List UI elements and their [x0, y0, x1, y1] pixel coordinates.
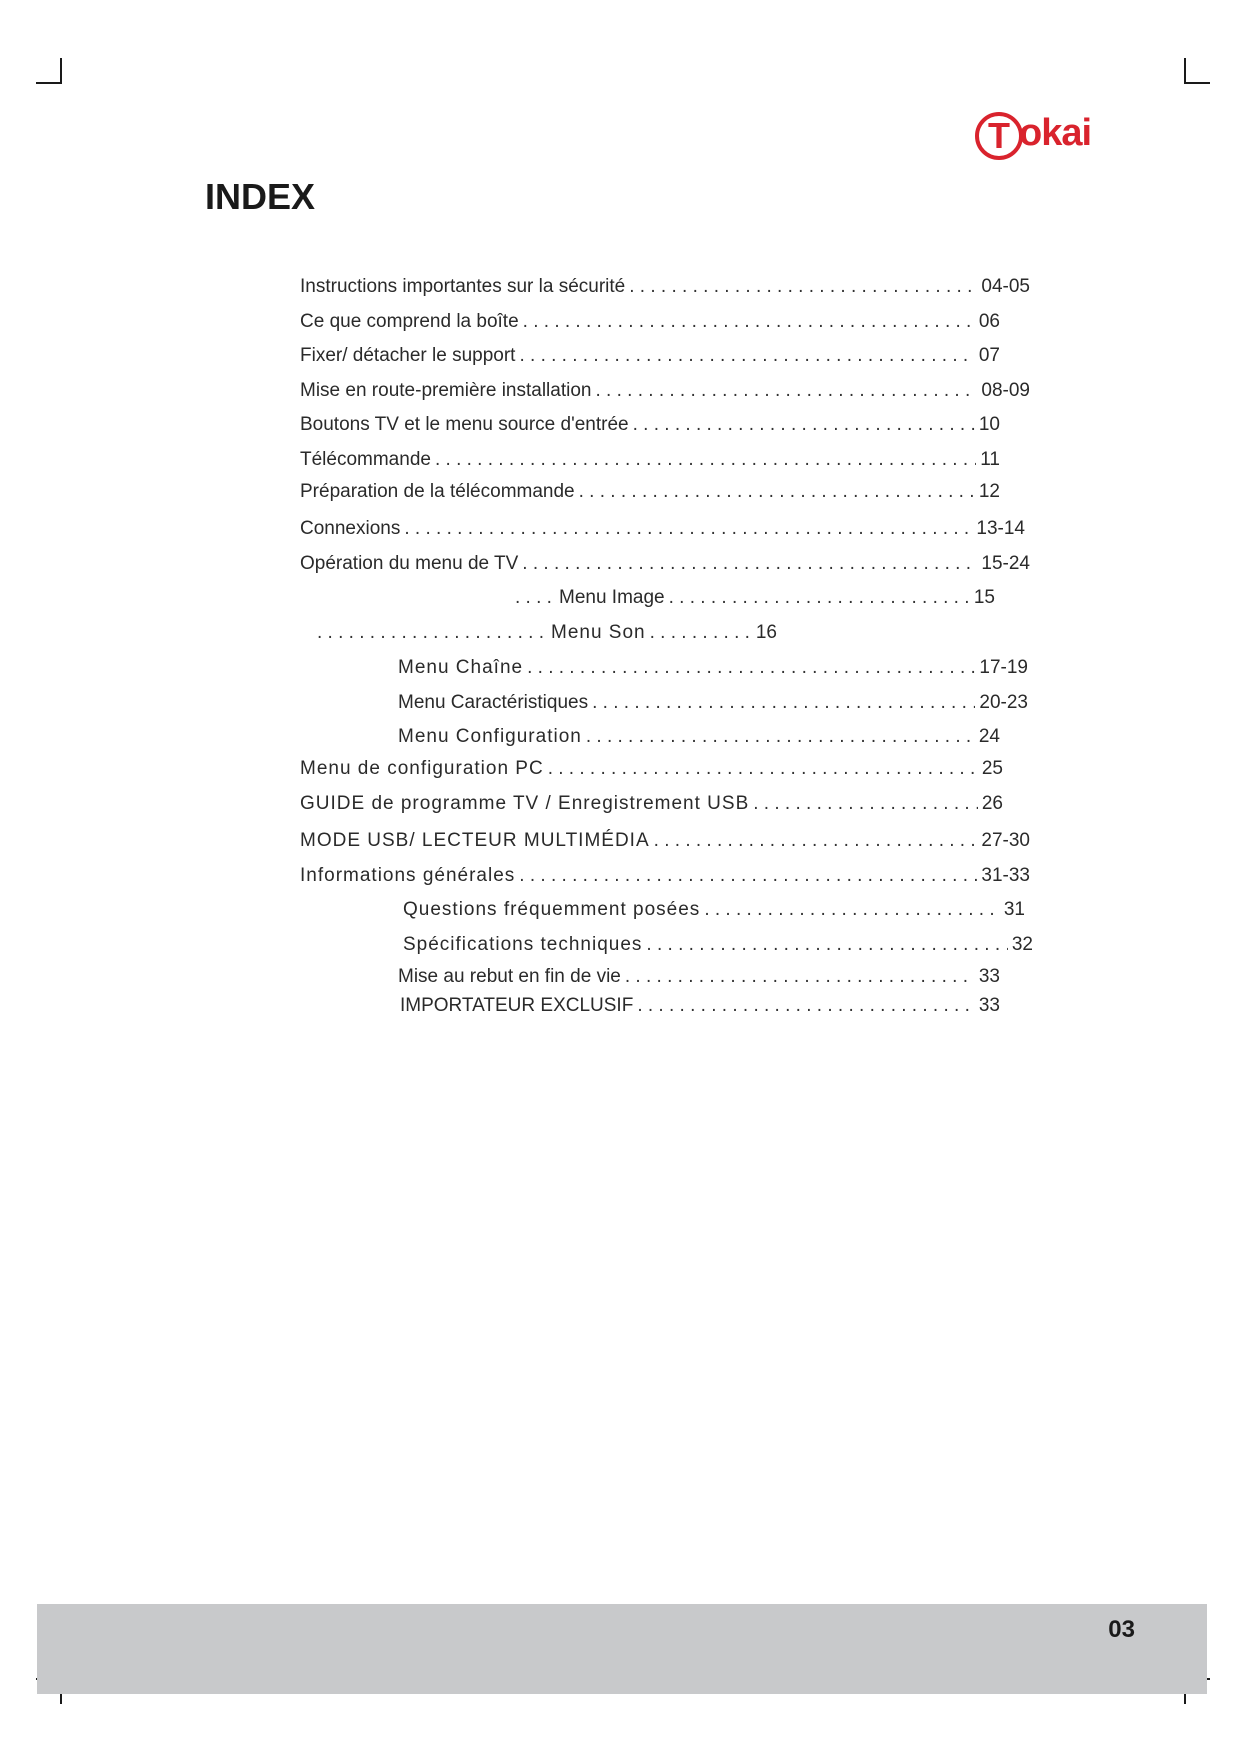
toc-entry-page: 27-30 [981, 830, 1030, 851]
logo-wordmark: okai [1019, 112, 1092, 154]
toc-entry-label: IMPORTATEUR EXCLUSIF [400, 995, 634, 1016]
toc-entry [300, 549, 1030, 579]
toc-leader-dots [548, 754, 978, 784]
toc-entry [300, 754, 1003, 784]
toc-leader-dots [704, 895, 1000, 925]
toc-entry-label: Instructions importantes sur la sécurité [300, 276, 626, 297]
toc-entry-page: 15 [973, 587, 995, 608]
toc-entry-page: 08-09 [981, 380, 1030, 401]
toc-entry-page: 10 [978, 414, 1000, 435]
toc-entry [300, 376, 1030, 406]
toc-entry-label: Connexions [300, 518, 401, 539]
toc-entry-label: Menu Son [551, 622, 646, 643]
toc-entry-label: Ce que comprend la boîte [300, 311, 519, 332]
toc-entry-label: Boutons TV et le menu source d'entrée [300, 414, 629, 435]
toc-entry [300, 445, 1000, 475]
toc-entry [300, 514, 1025, 544]
toc-entry-page: 12 [978, 481, 1000, 502]
toc-leader-dots [317, 618, 547, 648]
logo-letter-t: T [988, 115, 1010, 156]
toc-leader-dots [654, 826, 978, 856]
toc-entry-page: 16 [755, 622, 777, 643]
toc-entry-label: Mise au rebut en fin de vie [398, 966, 621, 987]
toc-entry-page: 31 [1003, 899, 1025, 920]
toc-entry-page: 15-24 [981, 553, 1030, 574]
toc-leader-dots [669, 583, 970, 613]
toc-leader-dots [595, 376, 977, 406]
toc-leader-dots [523, 307, 975, 337]
toc-leader-dots [592, 688, 975, 718]
toc-leader-dots [650, 618, 752, 648]
page-number: 03 [1108, 1616, 1135, 1643]
toc-entry [398, 688, 1028, 718]
toc-leader-dots [404, 514, 972, 544]
toc-entry-page: 11 [980, 449, 1000, 470]
toc-entry [300, 341, 1000, 371]
toc-entry [403, 930, 1033, 960]
toc-leader-dots [519, 341, 974, 371]
toc-entry-label: Menu Caractéristiques [398, 692, 589, 713]
toc-entry-label: Menu Image [559, 587, 665, 608]
toc-entry-label: Informations générales [300, 865, 516, 886]
toc-entry [398, 722, 1000, 752]
toc-entry-label: Menu Configuration [398, 726, 582, 747]
toc-leader-dots [515, 583, 555, 613]
toc-entry-page: 33 [978, 966, 1000, 987]
toc-leader-dots [753, 789, 978, 819]
toc-entry [300, 477, 1000, 507]
toc-entry-label: Menu de configuration PC [300, 758, 544, 779]
toc-entry-page: 26 [981, 793, 1003, 814]
toc-leader-dots [629, 272, 977, 302]
toc-entry [317, 618, 777, 648]
toc-entry [300, 307, 1000, 337]
toc-entry-label: Mise en route-première installation [300, 380, 592, 401]
toc-entry-page: 32 [1011, 934, 1033, 955]
toc-entry [300, 826, 1030, 856]
toc-leader-dots [579, 477, 975, 507]
toc-entry-label: Fixer/ détacher le support [300, 345, 516, 366]
toc-entry-label: Spécifications techniques [403, 934, 643, 955]
toc-entry [398, 962, 1000, 992]
toc-leader-dots [637, 991, 975, 1021]
toc-entry-label: Questions fréquemment posées [403, 899, 701, 920]
toc-entry-page: 33 [978, 995, 1000, 1016]
toc-entry-page: 25 [981, 758, 1003, 779]
page-title: INDEX [205, 176, 316, 217]
toc-entry [300, 789, 1003, 819]
toc-entry-page: 24 [978, 726, 1000, 747]
toc-entry-label: Préparation de la télécommande [300, 481, 575, 502]
toc-entry [400, 991, 1000, 1021]
toc-leader-dots [522, 549, 977, 579]
toc-entry-page: 07 [978, 345, 1000, 366]
toc-leader-dots [519, 861, 977, 891]
toc-leader-dots [527, 653, 975, 683]
toc-entry-label: MODE USB/ LECTEUR MULTIMÉDIA [300, 830, 650, 851]
toc-entry [403, 895, 1025, 925]
toc-entry-page: 04-05 [981, 276, 1030, 297]
toc-leader-dots [633, 410, 975, 440]
toc-entry [300, 272, 1030, 302]
toc-leader-dots [586, 722, 975, 752]
toc-leader-dots [646, 930, 1007, 960]
toc-entry-page: 20-23 [979, 692, 1028, 713]
toc-entry [515, 583, 995, 613]
toc-leader-dots [435, 445, 976, 475]
toc-entry-label: Menu Chaîne [398, 657, 524, 678]
toc-entry-label: Télécommande [300, 449, 431, 470]
toc-leader-dots [625, 962, 975, 992]
toc-entry-page: 06 [978, 311, 1000, 332]
toc-entry-page: 13-14 [976, 518, 1025, 539]
toc-entry [300, 410, 1000, 440]
footer-bar [37, 1604, 1207, 1694]
toc-entry-label: GUIDE de programme TV / Enregistrement USB [300, 793, 750, 814]
toc-entry-label: Opération du menu de TV [300, 553, 519, 574]
toc-entry-page: 17-19 [979, 657, 1028, 678]
toc-entry-page: 31-33 [981, 865, 1030, 886]
toc-entry [300, 861, 1030, 891]
toc-entry [398, 653, 1028, 683]
